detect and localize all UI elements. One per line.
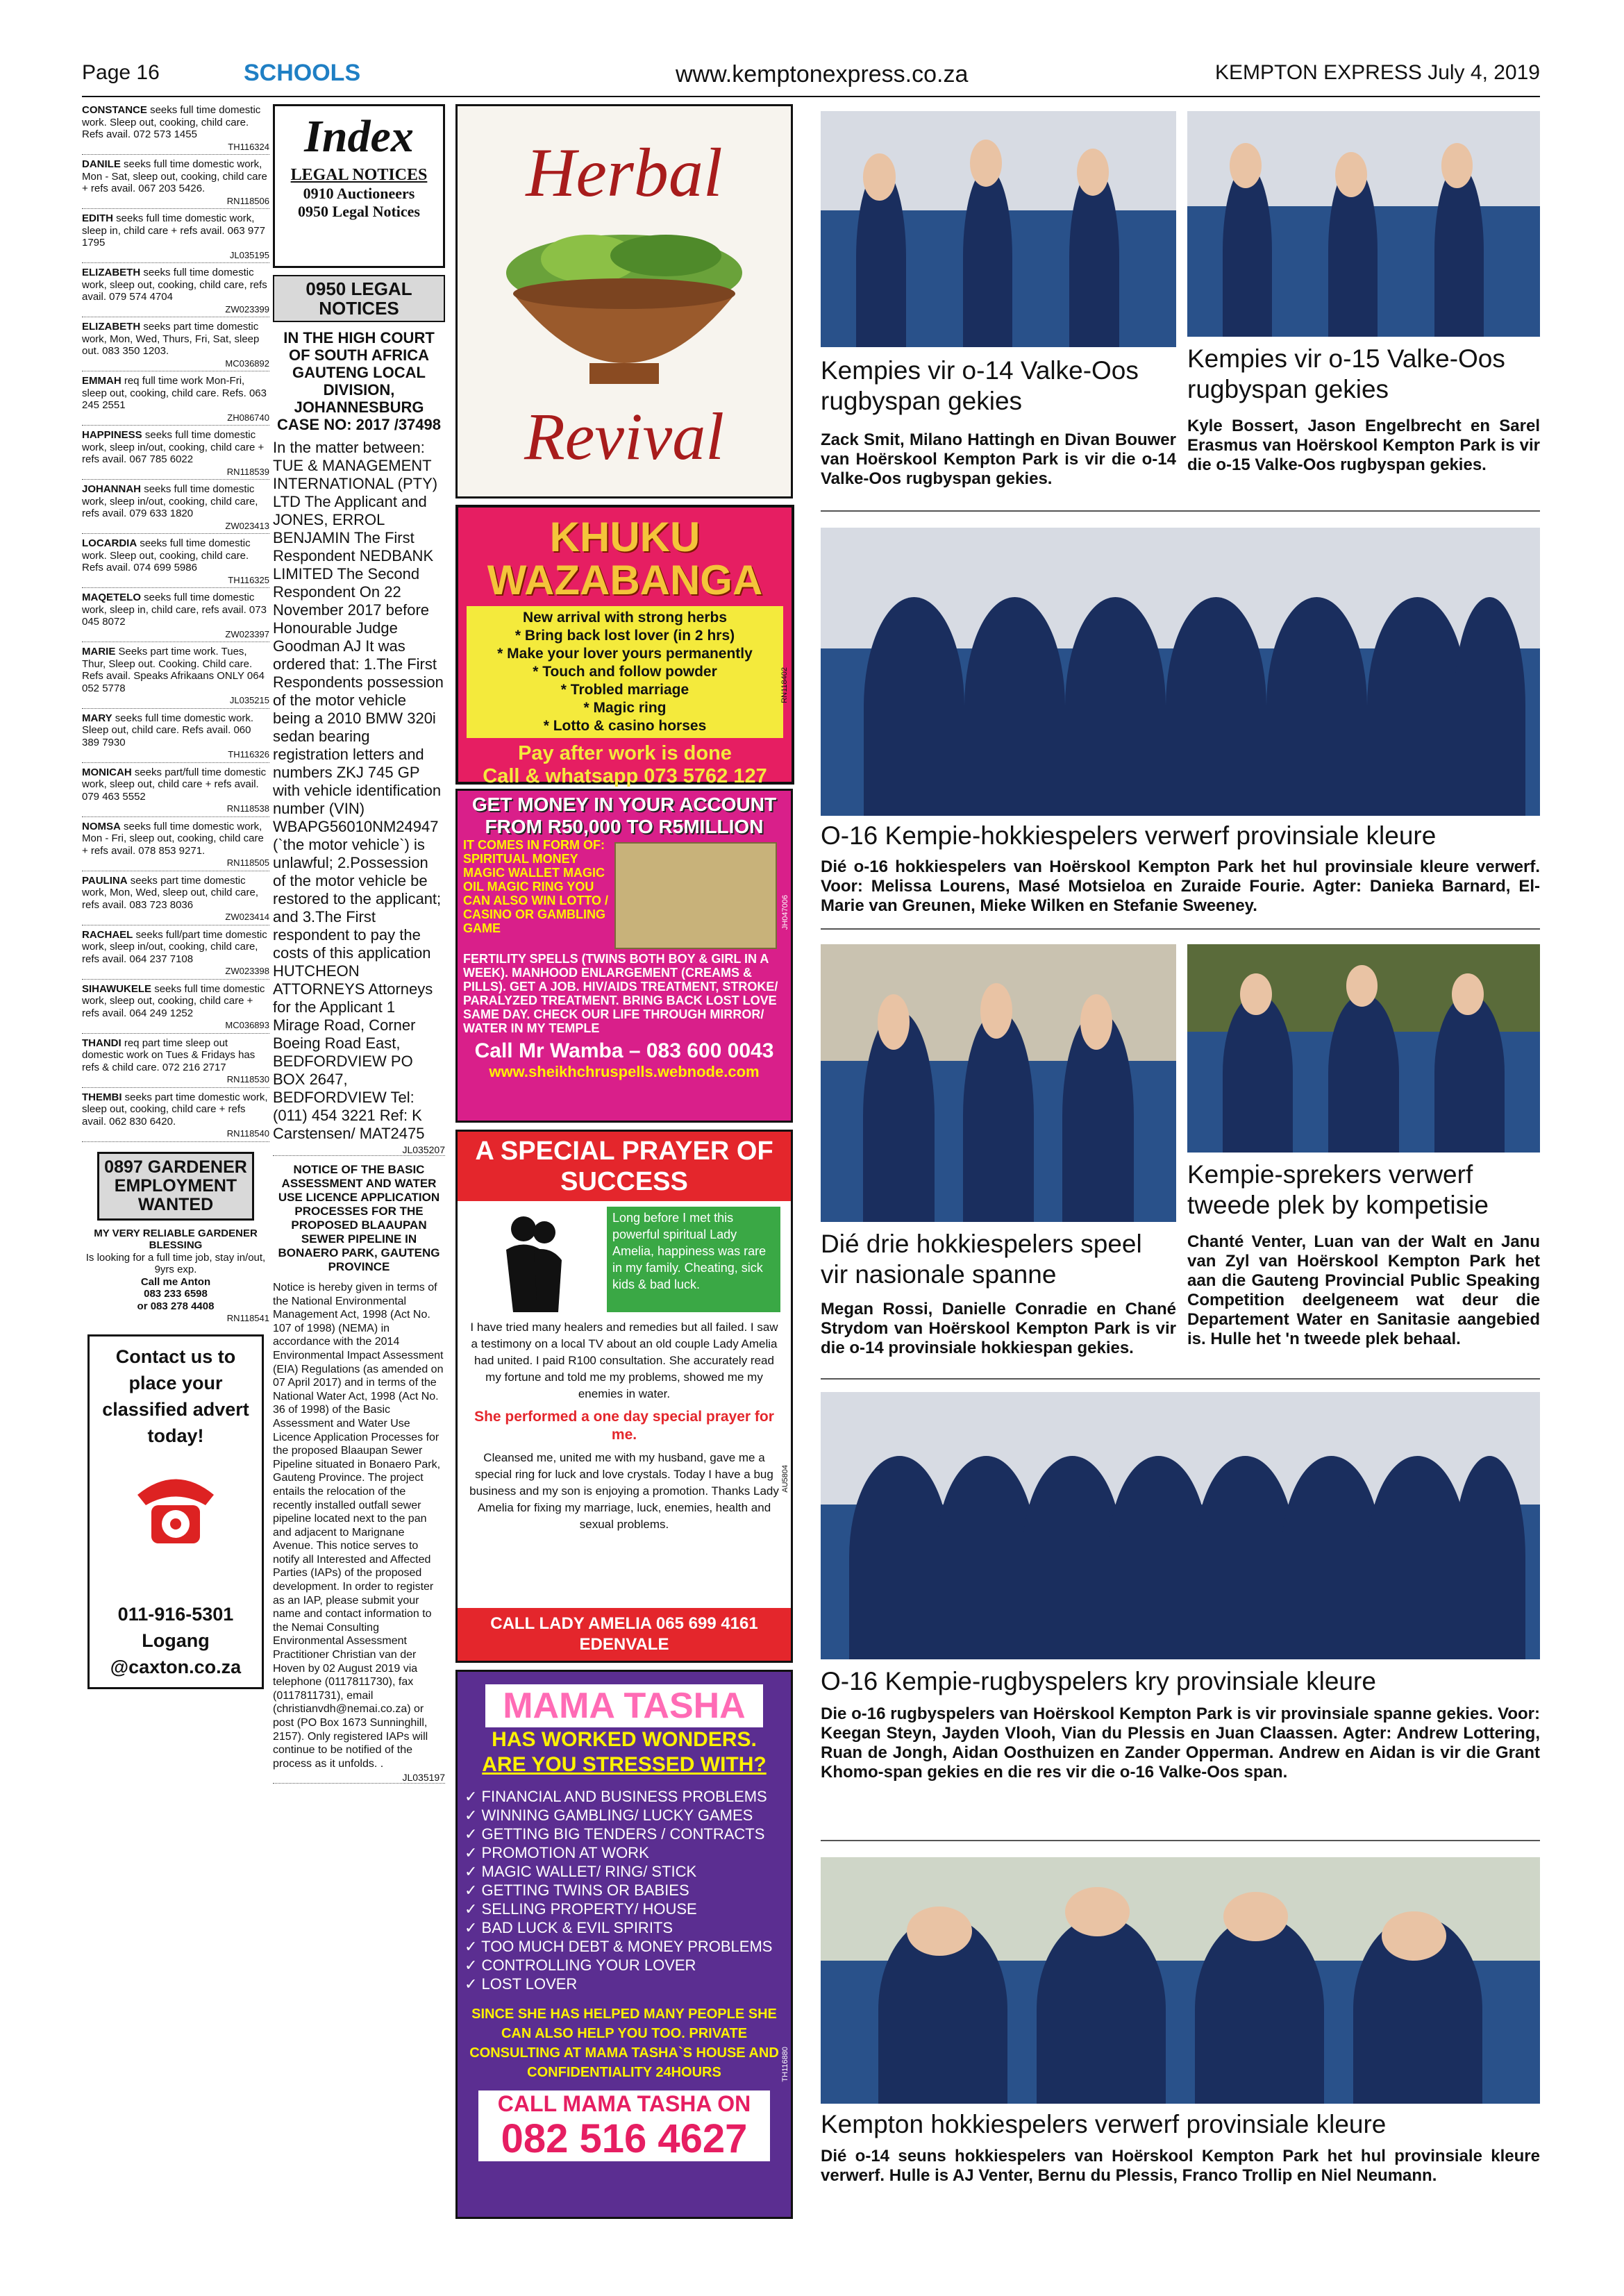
- tasha-service-label: GETTING BIG TENDERS / CONTRACTS: [481, 1825, 765, 1843]
- classified-ref: ZW023399: [82, 303, 269, 318]
- classified-text: seeks part time domestic work, Mon, Wed, Thurs, Fri, Sat, sleep out. 083 350 1203.: [82, 321, 260, 357]
- herbal-revival-ad[interactable]: [455, 104, 793, 498]
- khuku-title-1: KHUKU: [549, 514, 701, 560]
- headline-o16-hockey: O-16 Kempie-hokkiespelers verwerf provinsiale kleure: [821, 821, 1437, 850]
- notice-title: NOTICE OF THE BASIC ASSESSMENT AND WATER USE LICENCE APPLICATION PROCESSES FOR THE PROPOSED BLAAUPAN SEWER PIPELINE IN BONAERO PARK, GAUTENG PROVINCE: [278, 1163, 440, 1273]
- photo-public-speaking: [1187, 944, 1540, 1153]
- classified-name: HAPPINESS: [82, 429, 142, 441]
- tasha-service-item: [464, 1825, 791, 1843]
- prayer-call-phone[interactable]: CALL LADY AMELIA 065 699 4161: [490, 1614, 758, 1633]
- prayer-text-2: Cleansed me, united me with my husband, gave me a special ring for luck and love crystals. Today I have a bug business and my son is enjoying a promotion. Thanks Lady Amelia for fixing my marriage, luck, enemies, health and sexual problems.: [469, 1451, 779, 1531]
- classified-text: seeks full time domestic work. Sleep out, cooking, child care. Refs avail. 074 699 5986: [82, 537, 251, 573]
- classified-text: seeks full time domestic work, sleep out, cooking, child care, refs avail. 079 574 4704: [82, 267, 267, 303]
- check-icon: ✓: [464, 1882, 482, 1899]
- headline-o14-boys-hockey: Kempton hokkiespelers verwerf provinsiale kleure: [821, 2110, 1387, 2138]
- classified-ad: [82, 875, 269, 925]
- classified-ref: RN118530: [82, 1073, 269, 1088]
- photo-o16-rugby: [821, 1392, 1540, 1659]
- contact-email[interactable]: @caxton.co.za: [110, 1656, 242, 1677]
- classified-text: req part time sleep out domestic work on Tues & Fridays has refs & child care. 072 216 2717: [82, 1037, 256, 1073]
- prayer-red-text: She performed a one day special prayer for me.: [474, 1409, 774, 1443]
- legal-section-box: 0950 LEGAL NOTICES: [273, 275, 445, 322]
- photo-national-hockey: [821, 944, 1176, 1222]
- classified-ad: [82, 429, 269, 480]
- classified-ref: TH116325: [82, 574, 269, 589]
- classified-ad: [82, 1091, 269, 1142]
- classified-name: ELIZABETH: [82, 267, 141, 278]
- check-icon: ✓: [464, 1807, 482, 1824]
- classified-ad: [82, 821, 269, 871]
- classified-ref: ZW023413: [82, 520, 269, 535]
- classified-ad: [82, 592, 269, 642]
- classified-text: seeks full time domestic work. Sleep out, cooking, child care. Refs avail. 072 573 1455: [82, 104, 261, 140]
- story-divider: [821, 1378, 1540, 1380]
- classified-name: LOCARDIA: [82, 537, 137, 549]
- tasha-title: MAMA TASHA: [485, 1684, 763, 1727]
- classified-ad: [82, 375, 269, 426]
- classifieds-column: [82, 104, 269, 1689]
- classified-text: seeks part/full time domestic work, sleep out, child care + refs avail. 079 463 5552: [82, 766, 267, 803]
- check-icon: ✓: [464, 1900, 482, 1918]
- classified-text: seeks full time domestic work, sleep in/out, cooking, child care, refs avail. 079 633 1820: [82, 483, 258, 519]
- index-box: [273, 104, 445, 268]
- mortar-herbs-image: [485, 224, 763, 398]
- tasha-phone[interactable]: 082 516 4627: [501, 2116, 748, 2161]
- page-number: Page 16: [82, 61, 160, 84]
- story-divider: [821, 510, 1540, 512]
- header-rule: [82, 96, 1540, 97]
- caption-o16-hockey: Dié o-16 hokkiespelers van Hoërskool Kempton Park het hul provinsiale kleure verwerf. Voor: Melissa Lourens, Masé Motsieloa en Zuraide Fourie. Agter: Danieka Barnard, El-Marie van Greunen, Mieke Wilken en Stefanie Sweeney.: [821, 857, 1540, 915]
- caption-public-speaking: Chanté Venter, Luan van der Walt en Janu van Zyl van Hoërskool Kempton Park het aan die Gauteng Provincial Public Speaking Competition deelgeneem wat deur die Departement Water en Sanitasie aangebied is. Hulle het 'n tweede plek behaal.: [1187, 1232, 1540, 1348]
- headline-national-hockey: Dié drie hokkiespelers speel vir nasionale spanne: [821, 1230, 1142, 1289]
- photo-o14-boys-hockey: [821, 1857, 1540, 2104]
- classified-name: ELIZABETH: [82, 321, 141, 333]
- tasha-ref: TH116880: [781, 2047, 789, 2082]
- classified-name: CONSTANCE: [82, 104, 147, 116]
- khuku-services: [467, 606, 783, 738]
- classified-ad: [82, 929, 269, 980]
- classified-text: seeks full/part time domestic work, sleep in/out, cooking, child care, refs avail. 064 237 7108: [82, 928, 267, 965]
- money-cash-image: [614, 842, 777, 949]
- story-divider: [821, 928, 1540, 930]
- caption-national-hockey: Megan Rossi, Danielle Conradie en Chané Strydom van Hoërskool Kempton Park is vir die o-14 provinsiale hokkiespan gekies.: [821, 1300, 1176, 1357]
- classified-ad: [82, 646, 269, 709]
- tasha-service-item: [464, 1900, 791, 1918]
- contact-box: [87, 1334, 264, 1689]
- classified-text: seeks part time domestic work, Mon, Wed, sleep out, child care, refs avail. 083 723 8036: [82, 874, 259, 911]
- classified-ref: ZW023398: [82, 965, 269, 980]
- tasha-service-item: [464, 1862, 791, 1881]
- classified-text: seeks full time domestic work, sleep out, cooking, child care + refs avail. 064 249 1252: [82, 982, 265, 1019]
- classified-name: RACHAEL: [82, 928, 133, 941]
- check-icon: ✓: [464, 1919, 482, 1936]
- mama-tasha-ad[interactable]: [455, 1670, 793, 2219]
- classified-ad: [82, 212, 269, 263]
- tasha-service-label: BAD LUCK & EVIL SPIRITS: [481, 1919, 673, 1936]
- classified-name: MAQETELO: [82, 592, 141, 603]
- story-divider: [821, 1840, 1540, 1841]
- classified-text: seeks full time domestic work, Mon - Sat, sleep out, cooking, child care + refs avail. 067 203 5426.: [82, 158, 267, 194]
- tasha-service-label: FINANCIAL AND BUSINESS PROBLEMS: [481, 1788, 767, 1805]
- tasha-service-item: [464, 1918, 791, 1937]
- tasha-services-list: [464, 1787, 791, 1993]
- money-body-2: FERTILITY SPELLS (TWINS BOTH BOY & GIRL IN A WEEK). MANHOOD ENLARGEMENT (CREAMS & PILLS). GET A JOB. HIV/AIDS TREATMENT, STROKE/ PARALYZED TREATMENT. BRING BACK LOST LOVE SAME DAY. CHECK OUR LIFE THROUGH MIRROR/ WATER IN MY TEMPLE: [463, 952, 778, 1035]
- classified-name: MONICAH: [82, 766, 132, 778]
- classified-ref: RN118538: [82, 803, 269, 817]
- gardener-phone2: or 083 278 4408: [137, 1300, 215, 1312]
- classified-ad: [82, 104, 269, 155]
- check-icon: ✓: [464, 1844, 482, 1861]
- check-icon: ✓: [464, 1788, 482, 1805]
- classified-ad: [82, 537, 269, 588]
- photo-o15-rugby: [1187, 111, 1540, 337]
- gardener-ad: [82, 1227, 269, 1325]
- prayer-text-1: I have tried many healers and remedies but all failed. I saw a testimony on a local TV about an old couple Lady Amelia had united. I paid R100 consultation. She accurately read my fortune and told me my problems, showed me my enemies in water.: [470, 1321, 778, 1400]
- khuku-pay: Pay after work is done: [518, 742, 732, 764]
- classified-ad: [82, 321, 269, 371]
- caption-o14-rugby: Zack Smit, Milano Hattingh en Divan Bouwer van Hoërskool Kempton Park is vir die o-14 Valke-Oos rugbyspan gekies.: [821, 430, 1176, 488]
- tasha-sub-1: HAS WORKED WONDERS.: [492, 1728, 757, 1751]
- site-url[interactable]: www.kemptonexpress.co.za: [676, 61, 969, 87]
- money-spells-ad[interactable]: [455, 789, 793, 1123]
- classified-text: seeks full time domestic work, sleep in, child care + refs avail. 063 977 1795: [82, 212, 265, 249]
- classified-name: EDITH: [82, 212, 113, 224]
- classified-text: seeks part time domestic work, sleep out, cooking, child care + refs avail. 062 830 6420.: [82, 1091, 268, 1128]
- contact-name: Logang: [142, 1629, 210, 1651]
- tasha-service-item: [464, 1787, 791, 1806]
- classified-ref: ZW023397: [82, 628, 269, 643]
- prayer-intro: Long before I met this powerful spiritual Lady Amelia, happiness was rare in my family. Cheating, sick kids & bad luck.: [607, 1207, 780, 1312]
- money-title-1: GET MONEY IN YOUR ACCOUNT: [471, 794, 777, 815]
- tasha-sub-2: ARE YOU STRESSED WITH?: [482, 1753, 767, 1776]
- classified-ref: ZH086740: [82, 412, 269, 426]
- index-heading: LEGAL NOTICES: [290, 166, 428, 184]
- tasha-call[interactable]: [478, 2090, 770, 2161]
- headline-public-speaking: Kempie-sprekers verwerf tweede plek by kompetisie: [1187, 1160, 1489, 1219]
- notice-ref: JL035197: [273, 1772, 445, 1784]
- tasha-service-item: [464, 1881, 791, 1900]
- classified-ad: [82, 712, 269, 763]
- gardener-call: Call me Anton: [140, 1275, 211, 1288]
- classified-ad: [82, 766, 269, 817]
- classified-text: req full time work Mon-Fri, sleep out, cooking, child care. Refs. 063 245 2551: [82, 375, 267, 411]
- money-title-2: FROM R50,000 TO R5MILLION: [485, 816, 764, 837]
- classified-ad: [82, 267, 269, 317]
- couple-silhouette-icon: [485, 1208, 583, 1312]
- tasha-call-label: CALL MAMA TASHA ON: [497, 2091, 751, 2116]
- classified-name: DANILE: [82, 158, 121, 170]
- classified-ref: TH116326: [82, 748, 269, 763]
- tasha-service-label: CONTROLLING YOUR LOVER: [481, 1956, 696, 1974]
- classified-text: Seeks part time work. Tues, Thur, Sleep out. Cooking. Child care. Refs avail. Speaks Afrikaans ONLY 064 052 5778: [82, 646, 265, 694]
- khuku-service-line: * Make your lover yours permanently: [497, 646, 753, 662]
- money-ref: JH047006: [781, 895, 789, 930]
- index-row-legal[interactable]: 0950 Legal Notices: [298, 203, 420, 220]
- classified-name: EMMAH: [82, 375, 122, 387]
- khuku-service-line: * Bring back lost lover (in 2 hrs): [514, 628, 735, 644]
- headline-o15-rugby: Kempies vir o-15 Valke-Oos rugbyspan gekies: [1187, 344, 1505, 403]
- publication-date: KEMPTON EXPRESS July 4, 2019: [1215, 61, 1540, 84]
- section-label: SCHOOLS: [244, 60, 361, 86]
- classified-ad: [82, 1037, 269, 1088]
- contact-text: Contact us to place your classified advert today!: [102, 1346, 249, 1446]
- khuku-wazabanga-ad[interactable]: [455, 505, 794, 785]
- tasha-service-label: GETTING TWINS OR BABIES: [481, 1882, 689, 1899]
- gardener-ref: RN118541: [226, 1313, 269, 1323]
- prayer-call-location: EDENVALE: [579, 1635, 669, 1654]
- tasha-since: SINCE SHE HAS HELPED MANY PEOPLE SHE CAN ALSO HELP YOU TOO. PRIVATE CONSULTING AT MAMA TASHA`S HOUSE AND CONFIDENTIALITY 24HOURS: [469, 2006, 779, 2080]
- photo-o16-hockey: [821, 528, 1540, 816]
- caption-o16-rugby: Die o-16 rugbyspelers van Hoërskool Kempton Park is vir provinsiale spanne gekies. Voor: Keegan Steyn, Jayden Vlooh, Vian du Plessis en Juan Claassen. Agter: Andrew Lottering, Ruan de Jongh, Aidan Oosthuizen en Zander Opperman. Andrew en Aidan is vir die Grant Khomo-span gekies en die res vir die o-16 Valke-Oos span.: [821, 1704, 1540, 1782]
- tasha-service-label: MAGIC WALLET/ RING/ STICK: [481, 1863, 697, 1880]
- tasha-service-item: [464, 1843, 791, 1862]
- classified-ad: [82, 983, 269, 1034]
- classified-name: NOMSA: [82, 820, 121, 832]
- khuku-service-line: New arrival with strong herbs: [522, 610, 728, 626]
- classified-ref: RN118506: [82, 195, 269, 210]
- classified-name: THEMBI: [82, 1091, 122, 1103]
- court-order-ref: JL035207: [273, 1144, 445, 1156]
- gardener-phone1: 083 233 6598: [144, 1288, 208, 1300]
- tasha-service-label: SELLING PROPERTY/ HOUSE: [481, 1900, 697, 1918]
- check-icon: ✓: [464, 1975, 482, 1993]
- classified-name: JOHANNAH: [82, 483, 142, 495]
- classified-text: seeks full time domestic work, Mon - Fri, sleep out, cooking, child care + refs avail. 078 853 9271.: [82, 820, 264, 857]
- classified-ref: JL035215: [82, 694, 269, 709]
- gardener-title: MY VERY RELIABLE GARDENER BLESSING: [94, 1227, 258, 1251]
- tasha-service-label: TOO MUCH DEBT & MONEY PROBLEMS: [481, 1938, 773, 1955]
- special-prayer-ad[interactable]: [455, 1130, 793, 1663]
- prayer-call[interactable]: [458, 1608, 791, 1661]
- prayer-title: A SPECIAL PRAYER OF SUCCESS: [458, 1132, 791, 1201]
- index-logo: Index: [304, 111, 414, 162]
- tasha-service-item: [464, 1956, 791, 1975]
- classified-name: MARY: [82, 712, 112, 724]
- gardener-text: Is looking for a full time job, stay in/out, 9yrs exp.: [85, 1251, 266, 1275]
- court-heading: IN THE HIGH COURT OF SOUTH AFRICA GAUTENG LOCAL DIVISION, JOHANNESBURG CASE NO: 2017 /37498: [276, 329, 442, 433]
- headline-o14-rugby: Kempies vir o-14 Valke-Oos rugbyspan gekies: [821, 356, 1139, 415]
- classified-ref: RN118540: [82, 1128, 269, 1142]
- classified-ref: ZW023414: [82, 911, 269, 925]
- khuku-ref: RN118402: [780, 667, 789, 703]
- revival-title: Revival: [524, 399, 724, 474]
- caption-o14-boys-hockey: Dié o-14 seuns hokkiespelers van Hoërskool Kempton Park het hul provinsiale kleure verwerf. Hulle is AJ Venter, Bernu du Plessis, Franco Trollip en Niel Neumann.: [821, 2147, 1540, 2185]
- classified-ref: RN118539: [82, 466, 269, 480]
- khuku-title-2: WAZABANGA: [487, 557, 763, 603]
- tasha-service-item: [464, 1937, 791, 1956]
- tasha-service-label: LOST LOVER: [481, 1975, 578, 1993]
- classified-text: seeks full time domestic work, sleep in, child care, refs avail. 073 045 8072: [82, 592, 267, 628]
- tasha-service-item: [464, 1806, 791, 1825]
- legal-column: [273, 104, 445, 1788]
- tasha-service-item: [464, 1975, 791, 1993]
- khuku-service-line: * Lotto & casino horses: [543, 718, 707, 734]
- classified-ref: RN118505: [82, 857, 269, 871]
- classified-name: SIHAWUKELE: [82, 982, 152, 995]
- classified-text: seeks full time domestic work, sleep in/out, cooking, child care + refs avail. 067 785 6022: [82, 429, 265, 465]
- classified-ref: MC036893: [82, 1019, 269, 1034]
- page-header: [82, 61, 1540, 89]
- money-body-1: IT COMES IN FORM OF: SPIRITUAL MONEY MAGIC WALLET MAGIC OIL MAGIC RING YOU CAN ALSO WIN LOTTO / CASINO OR GAMBLING GAME: [463, 838, 608, 935]
- court-order-text: In the matter between: TUE & MANAGEMENT INTERNATIONAL (PTY) LTD The Applicant and JONES, ERROL BENJAMIN The First Respondent NEDBANK LIMITED The Second Respondent On 22 November 2017 before Honourable Judge Goodman AJ It was ordered that: 1.The First Respondents possession of the motor vehicle being a 2010 BMW 320i sedan bearing registration letters and numbers ZKJ 745 GP with vehicle identification number (VIN) WBAPG56010NM24947 (`the motor vehicle`) is unlawful; 2.Possession of the motor vehicle be restored to the applicant; and 3.The First respondent to pay the costs of this application HUTCHEON ATTORNEYS Attorneys for the Applicant 1 Mirage Road, Corner Boeing Road East, BEDFORDVIEW PO BOX 2647, BEDFORDVIEW Tel: (011) 454 3221 Ref: K Carstensen/ MAT2475: [273, 439, 444, 1142]
- classified-ref: JL035195: [82, 249, 269, 264]
- herbal-title: Herbal: [526, 134, 723, 211]
- tasha-service-label: WINNING GAMBLING/ LUCKY GAMES: [481, 1807, 753, 1824]
- khuku-service-line: * Magic ring: [583, 700, 667, 716]
- check-icon: ✓: [464, 1863, 482, 1880]
- telephone-icon: [124, 1467, 228, 1550]
- index-row-auctioneers[interactable]: 0910 Auctioneers: [303, 185, 415, 202]
- classified-text: seeks full time domestic work. Sleep out, child care. Refs avail. 060 389 7930: [82, 712, 254, 748]
- caption-o15-rugby: Kyle Bossert, Jason Engelbrecht en Sarel Erasmus van Hoërskool Kempton Park is vir die o-15 Valke-Oos rugbyspan gekies.: [1187, 417, 1540, 474]
- classified-ad: [82, 158, 269, 209]
- tasha-service-label: PROMOTION AT WORK: [481, 1844, 649, 1861]
- classified-name: PAULINA: [82, 874, 128, 887]
- photo-o14-rugby: [821, 111, 1176, 347]
- money-website[interactable]: www.sheikhchruspells.webnode.com: [489, 1063, 760, 1080]
- money-call[interactable]: Call Mr Wamba – 083 600 0043: [474, 1039, 774, 1062]
- classified-name: THANDI: [82, 1037, 122, 1049]
- classified-name: MARIE: [82, 646, 116, 657]
- classified-ref: TH116324: [82, 141, 269, 156]
- prayer-ref: AU5804: [781, 1465, 789, 1493]
- prayer-text: [458, 1319, 791, 1533]
- notice-body: Notice is hereby given in terms of the National Environmental Management Act, 1998 (Act No. 107 of 1998) (NEMA) in accordance with the 2014 Environmental Impact Assessment (EIA) Regulations (as amended on 07 April 2017) and in terms of the National Water Act, 1998 (Act No. 36 of 1998) of the Basic Assessment and Water Use Licence Application Processes for the proposed Blaaupan Sewer Pipeline situated in Bonaero Park, Gauteng Province. The project entails the relocation of the recently installed outfall sewer pipeline located next to the pan and adjacent to Marignane Avenue. This notice serves to notify all Interested and Affected Parties (IAPs) of the proposed development. In order to register as an IAP, please submit your name and contact information to the Nemai Consulting Environmental Assessment Practitioner Christian van der Hoven by 02 August 2019 via telephone (0117811730), fax (0117811731), email (christianvdh@nemai.co.za) or post (PO Box 1673 Sunninghill, 2157). Only registered IAPs will continue to be notified of the process as it unfolds. .: [273, 1282, 444, 1770]
- khuku-call[interactable]: Call & whatsapp 073 5762 127: [483, 765, 767, 787]
- classified-ref: MC036892: [82, 358, 269, 372]
- check-icon: ✓: [464, 1938, 482, 1955]
- check-icon: ✓: [464, 1825, 482, 1843]
- gardener-section-box: 0897 GARDENER EMPLOYMENT WANTED: [97, 1152, 254, 1221]
- khuku-service-line: * Trobled marriage: [560, 682, 689, 698]
- headline-o16-rugby: O-16 Kempie-rugbyspelers kry provinsiale kleure: [821, 1667, 1376, 1695]
- khuku-service-line: * Touch and follow powder: [533, 664, 717, 680]
- check-icon: ✓: [464, 1956, 482, 1974]
- contact-phone[interactable]: 011-916-5301: [117, 1603, 234, 1625]
- classified-ad: [82, 483, 269, 534]
